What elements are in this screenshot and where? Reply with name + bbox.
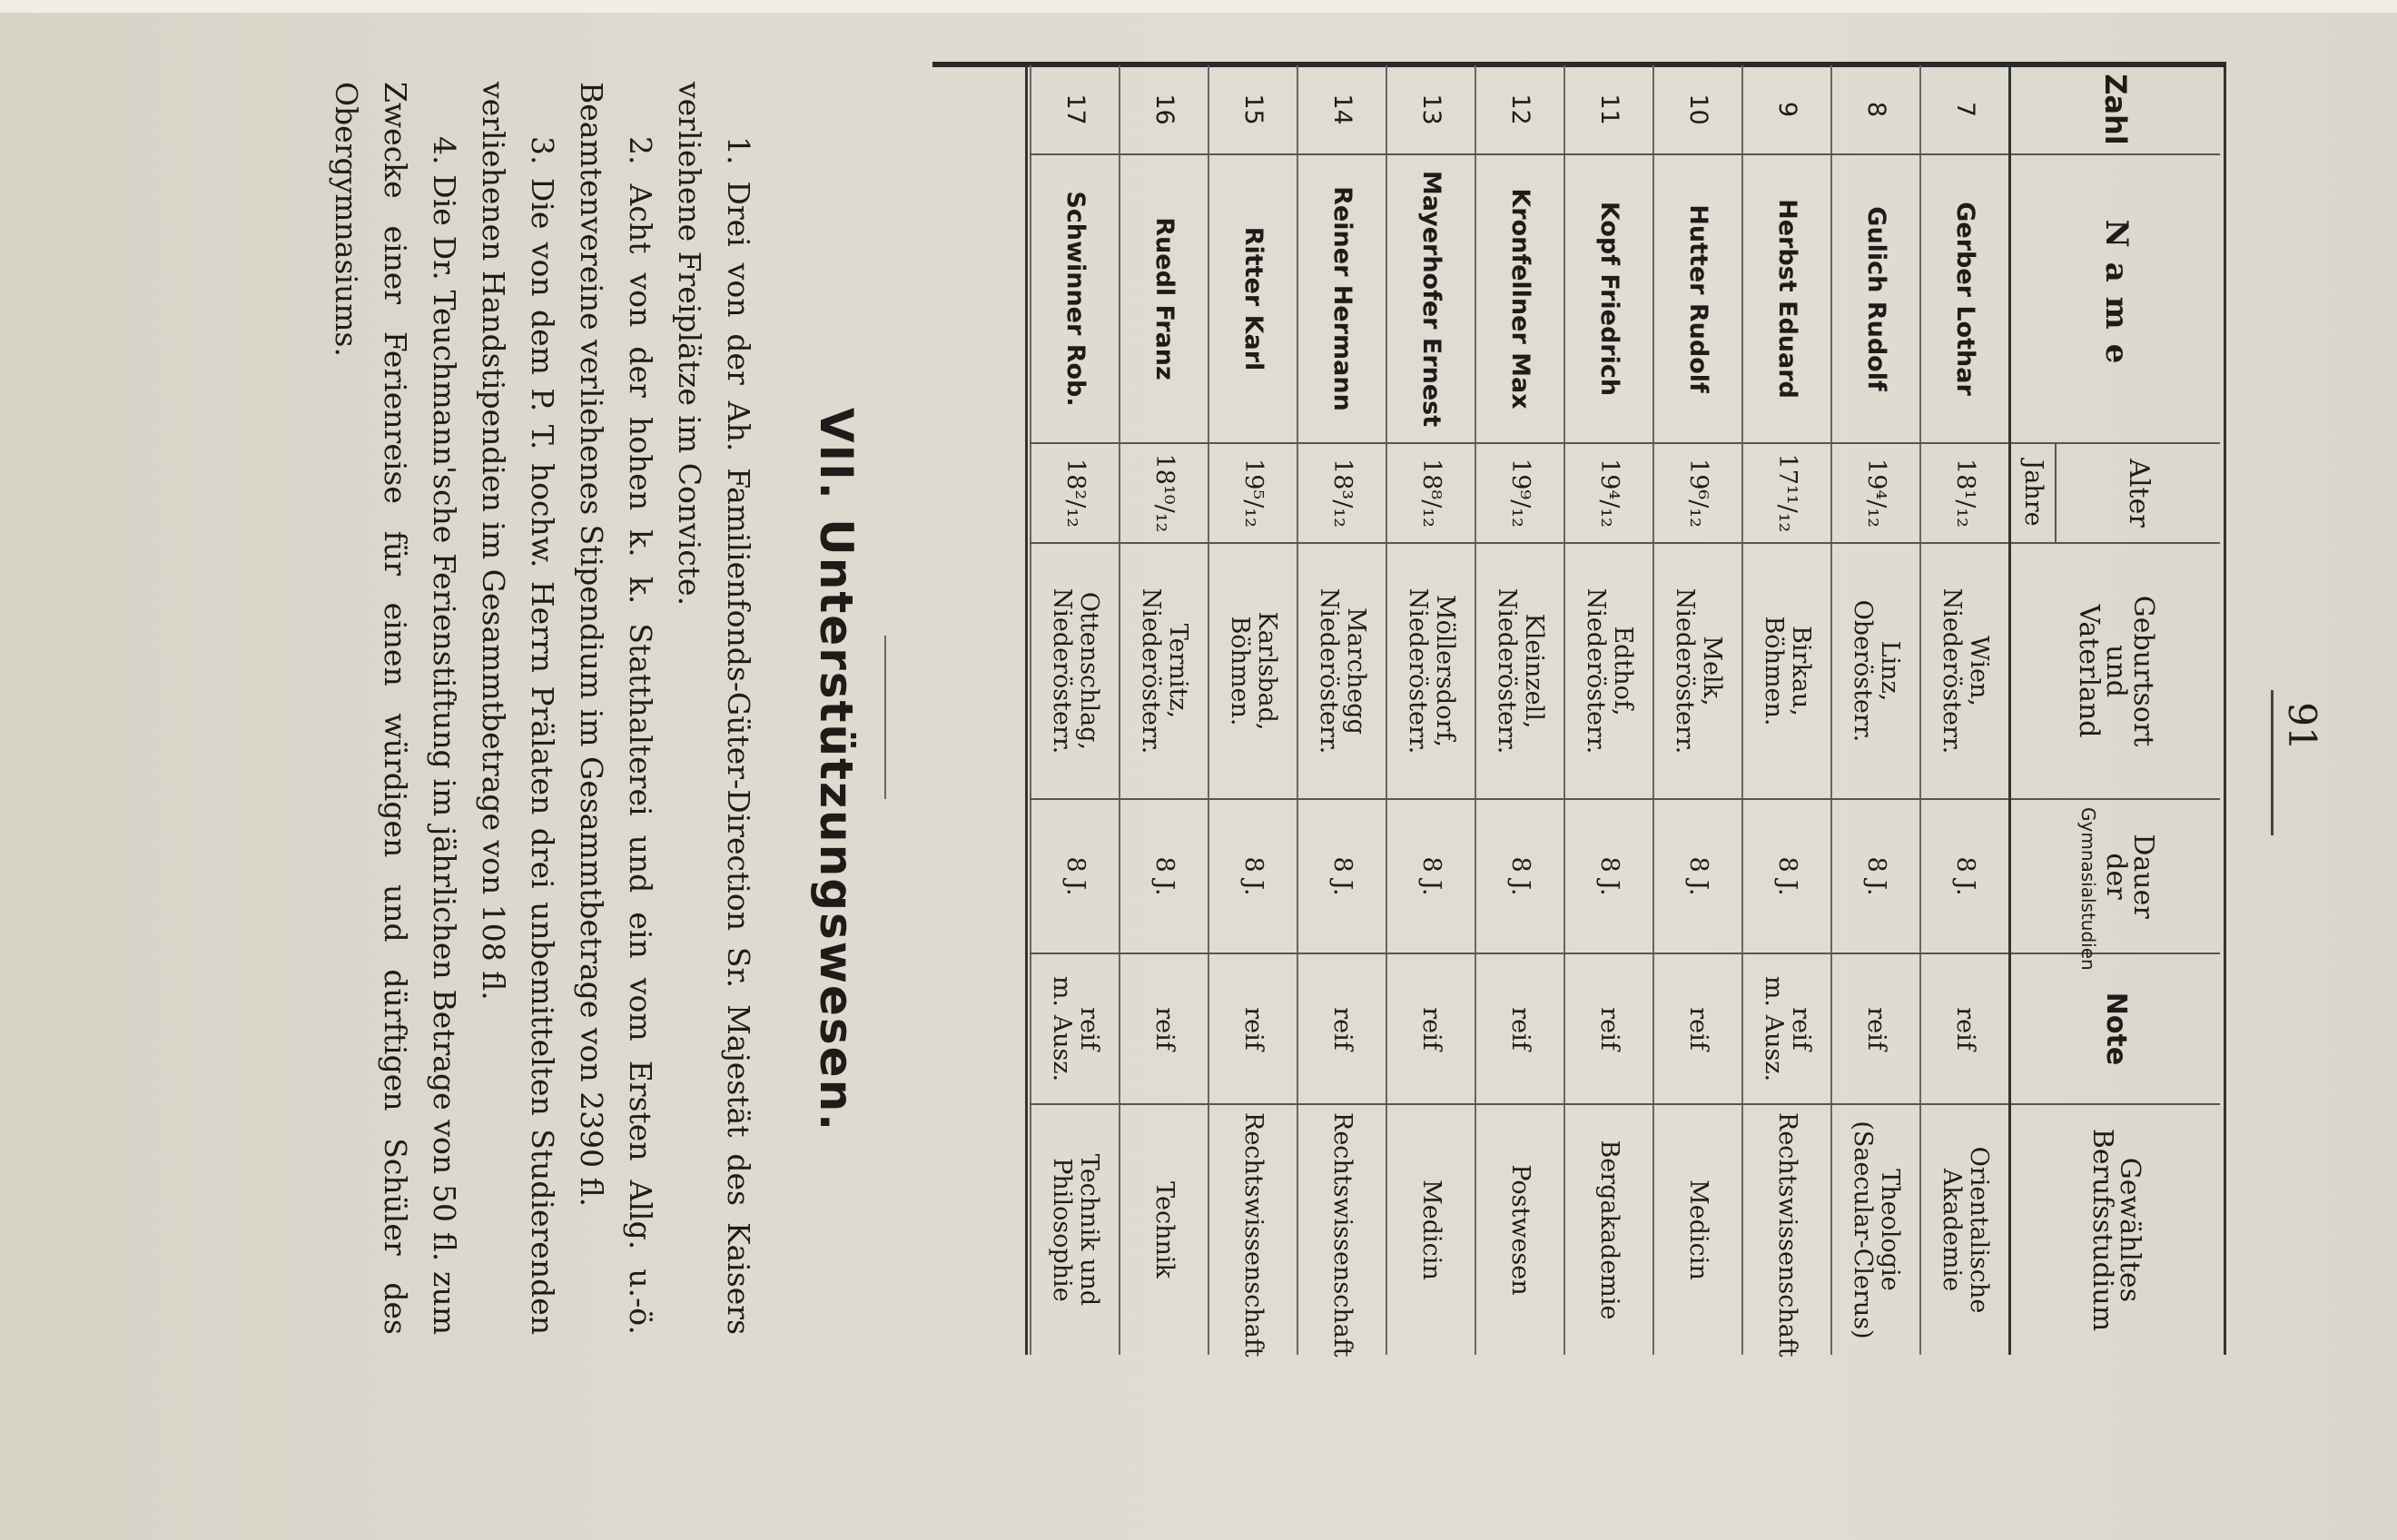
cell-beruf — [1831, 1104, 1920, 1355]
cell-name: Reiner Hermann — [1297, 154, 1386, 443]
cell-beruf-line: Medicin — [1684, 1180, 1712, 1280]
cell-dauer: 8 J. — [1831, 799, 1920, 953]
cell-alter: 18¹⁰/₁₂ — [1120, 443, 1208, 543]
cell-dauer: 8 J. — [1475, 799, 1564, 953]
cell-note-line: reif — [1595, 1007, 1623, 1051]
graduates-table-grid — [1030, 65, 2220, 1355]
header-beruf-line2: Berufsstudium — [2086, 1128, 2118, 1332]
cell-note-line: reif — [1684, 1007, 1712, 1051]
cell-geburtsort-line: Böhmen. — [1760, 616, 1788, 726]
cell-note-line: reif — [1417, 1007, 1445, 1051]
table-row — [1653, 65, 1742, 1355]
cell-note — [1831, 953, 1920, 1104]
cell-geburtsort-line: Oberösterr. — [1849, 599, 1877, 743]
header-alter-unit: Jahre — [2019, 459, 2047, 527]
cell-geburtsort-line: Linz, — [1876, 640, 1904, 702]
cell-geburtsort-line: Böhmen. — [1226, 616, 1254, 726]
cell-zahl: 13 — [1417, 94, 1445, 125]
cell-beruf — [1564, 1104, 1653, 1355]
cell-alter: 19⁵/₁₂ — [1208, 443, 1297, 543]
header-geburtsort-line3: Vaterland — [2073, 604, 2105, 738]
cell-zahl: 12 — [1506, 94, 1534, 125]
cell-name: Kopf Friedrich — [1564, 154, 1653, 443]
cell-beruf-line: Rechtswissenschaft — [1239, 1112, 1268, 1357]
cell-zahl: 9 — [1773, 101, 1801, 118]
cell-name: Gerber Lothar — [1920, 154, 2010, 443]
cell-beruf — [1297, 1104, 1386, 1355]
cell-name: Hutter Rudolf — [1653, 154, 1742, 443]
cell-name: Schwinner Rob. — [1031, 154, 1120, 443]
cell-geburtsort-line: Karlsbad, — [1253, 611, 1281, 731]
cell-note — [1564, 953, 1653, 1104]
cell-geburtsort-line: Niederösterr. — [1137, 587, 1165, 755]
table-header-row — [2010, 65, 2221, 1355]
cell-note-line: reif — [1239, 1007, 1268, 1051]
header-dauer — [2010, 799, 2221, 971]
cell-name: Gulich Rudolf — [1831, 154, 1920, 443]
cell-beruf-line: Akademie — [1938, 1168, 1966, 1292]
table-row — [1742, 65, 1831, 1355]
cell-zahl: 10 — [1684, 94, 1712, 125]
cell-geburtsort — [1475, 543, 1564, 799]
table-row — [1475, 65, 1564, 1355]
table-row — [1564, 65, 1653, 1355]
cell-geburtsort — [1564, 543, 1653, 799]
cell-note — [1208, 953, 1297, 1104]
cell-geburtsort-line: Niederösterr. — [1315, 587, 1343, 755]
cell-note — [1031, 953, 1120, 1104]
cell-dauer: 8 J. — [1297, 799, 1386, 953]
cell-alter: 18³/₁₂ — [1297, 443, 1386, 543]
cell-name: Kronfellner Max — [1475, 154, 1564, 443]
header-note: Note — [2010, 953, 2221, 1104]
cell-zahl: 14 — [1328, 94, 1356, 125]
header-alter-label: Alter — [2055, 444, 2220, 542]
table-bottom-rule — [1025, 65, 1028, 1355]
cell-geburtsort-line: Niederösterr. — [1582, 587, 1610, 755]
cell-zahl: 7 — [1951, 101, 1979, 118]
cell-beruf-line: (Saecular-Clerus) — [1849, 1120, 1877, 1339]
header-geburtsort-line2: und — [2100, 645, 2132, 697]
cell-alter: 18⁸/₁₂ — [1386, 443, 1475, 543]
cell-beruf-line: Bergakademie — [1595, 1140, 1623, 1320]
header-name — [2010, 154, 2221, 443]
table-row — [1831, 65, 1920, 1355]
cell-geburtsort — [1297, 543, 1386, 799]
cell-name: Mayerhofer Ernest — [1386, 154, 1475, 443]
cell-note-line: reif — [1150, 1007, 1179, 1051]
cell-geburtsort — [1653, 543, 1742, 799]
section-rule — [884, 636, 886, 799]
cell-geburtsort-line: Edthof, — [1609, 626, 1637, 716]
cell-geburtsort — [1831, 543, 1920, 799]
cell-geburtsort-line: Melk, — [1698, 636, 1726, 706]
cell-note — [1742, 953, 1831, 1104]
cell-beruf — [1920, 1104, 2010, 1355]
cell-geburtsort — [1031, 543, 1120, 799]
cell-geburtsort-line: Wien, — [1965, 636, 1993, 706]
cell-note-line: reif — [1862, 1007, 1890, 1051]
cell-beruf — [1120, 1104, 1208, 1355]
cell-alter: 17¹¹/₁₂ — [1742, 443, 1831, 543]
cell-beruf — [1208, 1104, 1297, 1355]
cell-alter: 19⁹/₁₂ — [1475, 443, 1564, 543]
cell-dauer: 8 J. — [1208, 799, 1297, 953]
header-dauer-label: Dauer der — [2100, 834, 2159, 919]
paragraph: 1. Drei von der Ah. Familienfonds-Güter-Direction Sr. Majestät des Kaisers verliehene Freiplätze im Convicte. — [672, 82, 756, 1335]
cell-beruf-line: Rechtswissenschaft — [1328, 1112, 1356, 1357]
cell-note — [1920, 953, 2010, 1104]
cell-geburtsort-line: Niederösterr. — [1671, 587, 1699, 755]
cell-note-line: reif — [1506, 1007, 1534, 1051]
table-row — [1920, 65, 2010, 1355]
cell-zahl: 11 — [1595, 94, 1623, 125]
cell-geburtsort-line: Niederösterr. — [1493, 587, 1521, 755]
cell-note-line: m. Ausz. — [1760, 975, 1788, 1082]
cell-note-line: reif — [1951, 1007, 1979, 1051]
cell-note-line: reif — [1075, 1007, 1103, 1051]
cell-beruf-line: Philosophie — [1048, 1158, 1076, 1302]
cell-beruf — [1475, 1104, 1564, 1355]
cell-geburtsort-line: Ternitz, — [1164, 623, 1192, 719]
cell-geburtsort-line: Niederösterr. — [1048, 587, 1076, 755]
cell-geburtsort — [1120, 543, 1208, 799]
cell-geburtsort-line: Kleinzell, — [1520, 613, 1548, 729]
table-top-rule — [2224, 65, 2226, 1355]
cell-beruf — [1742, 1104, 1831, 1355]
cell-geburtsort-line: Birkau, — [1787, 626, 1815, 716]
paragraph: 4. Die Dr. Teuchmann'sche Ferienstiftung im jährlichen Betrage von 50 fl. zum Zwecke einer Ferienreise für einen würdigen und dürftigen Schüler des Obergymnasiums. — [329, 82, 462, 1335]
cell-beruf — [1031, 1104, 1120, 1355]
page-number: 91 — [2280, 702, 2324, 751]
cell-beruf-line: Medicin — [1417, 1180, 1445, 1280]
table-row — [1208, 65, 1297, 1355]
cell-geburtsort — [1208, 543, 1297, 799]
table-row — [1386, 65, 1475, 1355]
header-geburtsort-line1: Geburtsort — [2127, 595, 2159, 747]
cell-name: Herbst Eduard — [1742, 154, 1831, 443]
header-zahl: Zahl — [2098, 74, 2133, 145]
cell-beruf-line: Technik — [1150, 1181, 1179, 1278]
table-row — [1031, 65, 1120, 1355]
cell-geburtsort-line: Niederösterr. — [1938, 587, 1966, 755]
table-row — [1120, 65, 1208, 1355]
cell-beruf-line: Technik und — [1075, 1153, 1103, 1307]
cell-alter: 19⁴/₁₂ — [1831, 443, 1920, 543]
cell-geburtsort-line: Möllersdorf, — [1431, 595, 1459, 747]
cell-note — [1120, 953, 1208, 1104]
cell-dauer: 8 J. — [1564, 799, 1653, 953]
table-body — [1031, 65, 2010, 1355]
cell-zahl: 8 — [1862, 101, 1890, 118]
cell-note-line: reif — [1328, 1007, 1356, 1051]
page-number-rule — [2271, 690, 2274, 835]
cell-note — [1297, 953, 1386, 1104]
cell-beruf — [1386, 1104, 1475, 1355]
cell-dauer: 8 J. — [1120, 799, 1208, 953]
cell-dauer: 8 J. — [1031, 799, 1120, 953]
paragraph: 3. Die von dem P. T. hochw. Herrn Prälaten drei unbemittelten Studierenden verliehenen Handstipendien im Gesammtbetrage von 108 fl. — [476, 82, 560, 1335]
cell-beruf-line: Postwesen — [1506, 1164, 1534, 1296]
cell-geburtsort — [1386, 543, 1475, 799]
cell-geburtsort-line: Marchegg — [1342, 607, 1370, 735]
cell-alter: 19⁴/₁₂ — [1564, 443, 1653, 543]
cell-beruf-line: Rechtswissenschaft — [1773, 1112, 1801, 1357]
cell-geburtsort-line: Niederösterr. — [1404, 587, 1432, 755]
cell-dauer: 8 J. — [1742, 799, 1831, 953]
cell-name: Ruedl Franz — [1120, 154, 1208, 443]
header-name-label: Name — [2098, 219, 2135, 379]
section-paragraphs — [321, 82, 763, 1335]
cell-geburtsort — [1920, 543, 2010, 799]
cell-zahl: 17 — [1061, 94, 1090, 125]
cell-note-line: reif — [1787, 1007, 1815, 1051]
cell-alter: 19⁶/₁₂ — [1653, 443, 1742, 543]
cell-note — [1653, 953, 1742, 1104]
header-beruf-line1: Gewähltes — [2114, 1157, 2145, 1303]
cell-dauer: 8 J. — [1653, 799, 1742, 953]
cell-note — [1386, 953, 1475, 1104]
cell-geburtsort — [1742, 543, 1831, 799]
header-alter — [2010, 443, 2221, 543]
header-geburtsort — [2010, 543, 2221, 799]
cell-name: Ritter Karl — [1208, 154, 1297, 443]
cell-note — [1475, 953, 1564, 1104]
cell-dauer: 8 J. — [1386, 799, 1475, 953]
header-beruf — [2010, 1104, 2221, 1355]
section-title: VII. Unterstützungswesen. — [810, 407, 863, 1133]
graduates-table — [1030, 65, 2220, 1355]
cell-alter: 18²/₁₂ — [1031, 443, 1120, 543]
cell-note-line: m. Ausz. — [1048, 975, 1076, 1082]
header-dauer-sub: Gymnasialstudien — [2077, 807, 2099, 971]
paragraph: 2. Acht von der hohen k. k. Statthalterei und ein vom Ersten Allg. u.-ö. Beamtenvereine verliehenes Stipendium im Gesammtbetrage von 2390 fl. — [574, 82, 658, 1335]
cell-beruf-line: Orientalische — [1965, 1146, 1993, 1314]
cell-dauer: 8 J. — [1920, 799, 2010, 953]
cell-beruf-line: Theologie — [1876, 1169, 1904, 1291]
cell-zahl: 16 — [1150, 94, 1179, 125]
cell-geburtsort-line: Ottenschlag, — [1075, 591, 1103, 751]
cell-zahl: 15 — [1239, 94, 1268, 125]
cell-beruf — [1653, 1104, 1742, 1355]
table-row — [1297, 65, 1386, 1355]
cell-alter: 18¹/₁₂ — [1920, 443, 2010, 543]
